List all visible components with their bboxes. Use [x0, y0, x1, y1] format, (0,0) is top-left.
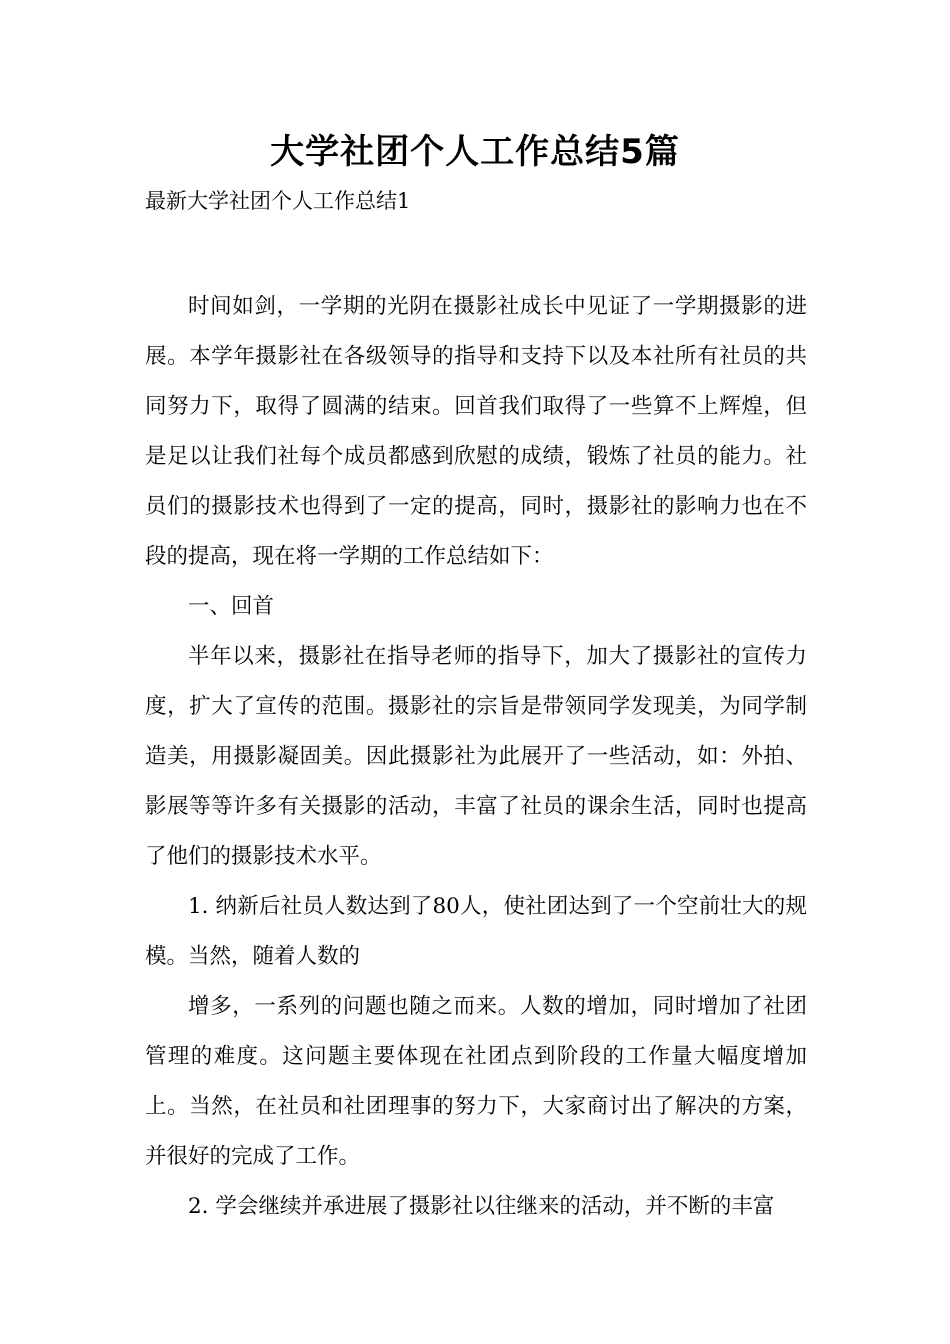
paragraph-item-2: 2. 学会继续并承进展了摄影社以往继来的活动，并不断的丰富 — [188, 1194, 775, 1219]
paragraph-item-1-continued: 增多，一系列的问题也随之而来。人数的增加，同时增加了社团管理的难度。这问题主要体现在社团点到阶段的工作量大幅度增加上。当然，在社员和社团理事的努力下，大家商讨出了解决的方案，并很好的完成了工作。 — [145, 994, 807, 1169]
document-body — [145, 282, 807, 1232]
paragraph-review: 半年以来，摄影社在指导老师的指导下，加大了摄影社的宣传力度，扩大了宣传的范围。摄影社的宗旨是带领同学发现美，为同学制造美，用摄影凝固美。因此摄影社为此展开了一些活动，如：外拍、影展等等许多有关摄影的活动，丰富了社员的课余生活，同时也提高了他们的摄影技术水平。 — [145, 644, 807, 869]
document-title: 大学社团个人工作总结5篇 — [270, 132, 680, 172]
paragraph-intro: 时间如剑，一学期的光阴在摄影社成长中见证了一学期摄影的进展。本学年摄影社在各级领导的指导和支持下以及本社所有社员的共同努力下，取得了圆满的结束。回首我们取得了一些算不上辉煌，但是足以让我们社每个成员都感到欣慰的成绩，锻炼了社员的能力。社员们的摄影技术也得到了一定的提高，同时，摄影社的影响力也在不段的提高，现在将一学期的工作总结如下： — [145, 294, 807, 569]
paragraph-item-1: 1. 纳新后社员人数达到了80人，使社团达到了一个空前壮大的规模。当然，随着人数的 — [145, 894, 807, 969]
document-subtitle: 最新大学社团个人工作总结1 — [145, 189, 411, 213]
section-heading-review: 一、回首 — [188, 594, 275, 619]
